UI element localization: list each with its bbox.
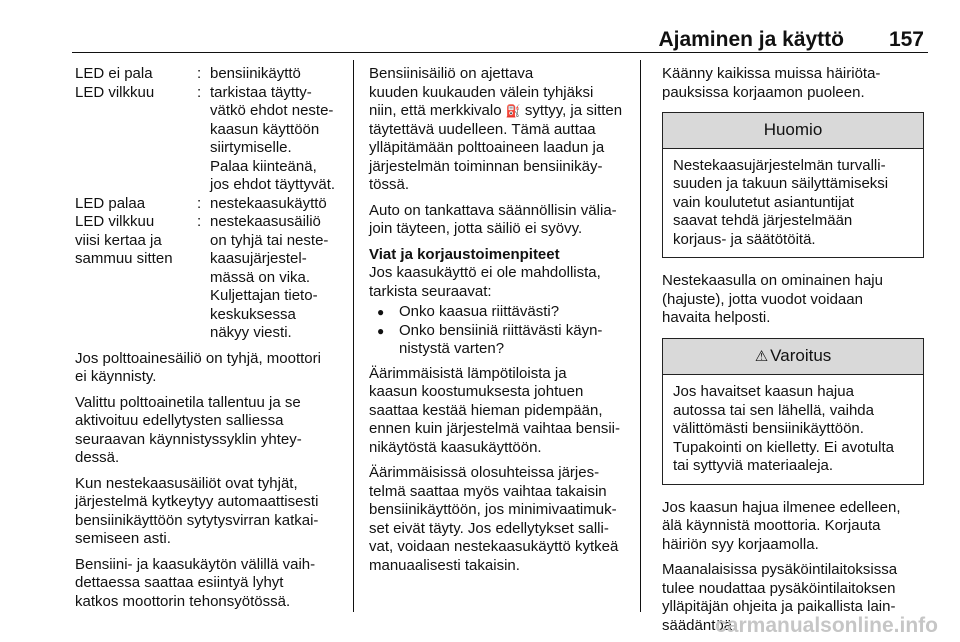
text-line: Nestekaasujärjestelmän turvalli- bbox=[673, 156, 886, 174]
text-line: järjestelmän toiminnan bensiinikäy- bbox=[369, 157, 603, 175]
text-line: manuaalisesti takaisin. bbox=[369, 556, 520, 574]
text-line: tulee noudattaa pysäköintilaitoksen bbox=[662, 579, 896, 597]
warning-body bbox=[663, 375, 923, 484]
text-line: Äärimmäisissä olosuhteissa järjes- bbox=[369, 464, 600, 481]
text-line: säädäntöä. bbox=[662, 616, 737, 634]
paragraph bbox=[662, 272, 924, 328]
text-line: Nestekaasulla on ominainen haju bbox=[662, 272, 883, 289]
paragraph: Jos polttoainesäiliö on tyhjä, moottori ei käynnisty. bbox=[75, 349, 321, 385]
text-line: kaasun koostumuksesta johtuen bbox=[369, 383, 584, 400]
legend-key: LED palaa bbox=[75, 194, 146, 212]
text-line: saattaa kestää hieman pidempään, bbox=[369, 401, 603, 419]
paragraph bbox=[662, 65, 924, 102]
legend-key: LED vilkkuu bbox=[75, 83, 155, 101]
text-line: suuden ja takuun säilyttämiseksi bbox=[673, 175, 889, 192]
note-box bbox=[662, 112, 924, 258]
text-line: välittömästi bensiinikäyttöön. bbox=[673, 420, 864, 437]
list-item: ● Onko kaasua riittävästi? bbox=[369, 303, 635, 322]
left-column bbox=[75, 65, 347, 618]
paragraph: Valittu polttoainetila tallentuu ja se aktivoituu edellytysten salliessa seuraavan käynnistyssyklin yhtey- dessä. bbox=[75, 393, 302, 466]
legend-colon: : bbox=[197, 83, 202, 101]
text-line: tarkista seuraavat: bbox=[369, 282, 492, 300]
text-line: join täyteen, jotta säiliö ei syövy. bbox=[369, 220, 583, 237]
text-line: nikäytöstä kaasukäyttöön. bbox=[369, 438, 542, 456]
text-line: ylläpitäjän ohjeita ja paikallista lain- bbox=[662, 598, 896, 615]
note-body bbox=[663, 149, 923, 258]
page-title: Ajaminen ja käyttö bbox=[658, 28, 844, 51]
page-header bbox=[72, 22, 928, 50]
paragraph bbox=[369, 202, 635, 239]
text-line: set eivät täyty. Jos edellytykset salli- bbox=[369, 519, 609, 537]
legend-colon: : bbox=[197, 194, 202, 212]
legend-row bbox=[75, 195, 347, 214]
legend-row bbox=[75, 65, 347, 84]
warning-box bbox=[662, 338, 924, 485]
led-legend bbox=[75, 65, 347, 343]
paragraph: Kun nestekaasusäiliöt ovat tyhjät, järjestelmä kytkeytyy automaattisesti bensiinikäyttöön sytytysvirran katkai- semiseen asti. bbox=[75, 474, 319, 547]
legend-value: nestekaasusäiliö on tyhjä tai neste- kaasujärjestel- mässä on vika. Kuljettajan tieto- keskuksessa näkyy viesti. bbox=[210, 213, 329, 341]
middle-column bbox=[369, 65, 635, 582]
warning-header bbox=[663, 339, 923, 376]
text-line: havaita helposti. bbox=[662, 309, 771, 326]
paragraph bbox=[369, 464, 635, 575]
text-line: kuuden kuukauden välein tyhjäksi bbox=[369, 83, 594, 101]
legend-value: nestekaasukäyttö bbox=[210, 194, 327, 212]
text-line: älä käynnistä moottoria. Korjauta bbox=[662, 517, 881, 534]
list-item: ● Onko bensiiniä riittävästi käyn- nistystä varten? bbox=[369, 322, 635, 359]
text-line: saavat tehdä järjestelmään bbox=[673, 212, 853, 229]
fuel-pump-icon: ⛽ bbox=[505, 104, 521, 118]
warning-title: Varoitus bbox=[770, 345, 832, 365]
paragraph bbox=[369, 264, 635, 301]
text-line: vain koulutetut asiantuntijat bbox=[673, 193, 854, 211]
text-line: bensiinikäyttöön, jos minimivaatimuk- bbox=[369, 501, 617, 518]
legend-colon: : bbox=[197, 65, 202, 82]
paragraph bbox=[662, 499, 924, 555]
legend-row bbox=[75, 84, 347, 195]
subheading: Viat ja korjaustoimenpiteet bbox=[369, 245, 560, 263]
paragraph: Bensiini- ja kaasukäytön välillä vaih- dettaessa saattaa esiintyä lyhyt katkos moottorin tehonsyötössä. bbox=[75, 555, 316, 610]
legend-value: bensiinikäyttö bbox=[210, 65, 301, 82]
text-line: tössä. bbox=[369, 176, 410, 193]
left-paragraphs bbox=[75, 350, 347, 612]
legend-key: LED ei pala bbox=[75, 65, 153, 82]
text-line: (hajuste), jotta vuodot voidaan bbox=[662, 290, 863, 308]
bullet-list bbox=[369, 303, 635, 359]
paragraph: Bensiinisäiliö on ajettava kuuden kuukauden välein tyhjäksi niin, että merkkivalo ⛽ syttyy, ja sitten täytettävä uudelleen. Tämä auttaa ylläpitämään polttoaineen laadun ja järjestelmän toiminnan bensiinikäy- tössä. bbox=[369, 65, 623, 193]
text-line: autossa tai sen lähellä, vaihda bbox=[673, 401, 874, 419]
text-line: Jos kaasun hajua ilmenee edelleen, bbox=[662, 498, 901, 516]
column-divider-2 bbox=[640, 60, 641, 612]
watermark: carmanualsonline.info bbox=[715, 614, 938, 637]
text-line: Bensiinisäiliö on ajettava bbox=[369, 65, 534, 82]
legend-colon: : bbox=[197, 213, 202, 230]
text-line: tai syttyviä materiaaleja. bbox=[673, 457, 834, 474]
page-number: 157 bbox=[888, 28, 924, 51]
text-line: Maanalaisissa pysäköintilaitoksissa bbox=[662, 561, 898, 578]
legend-row bbox=[75, 213, 347, 343]
text-line: Auto on tankattava säännöllisin välia- bbox=[369, 201, 617, 219]
text-line: Käänny kaikissa muissa häiriöta- bbox=[662, 65, 881, 82]
text-line: telmä saattaa myös vaihtaa takaisin bbox=[369, 482, 607, 500]
text-line: ylläpitämään polttoaineen laadun ja bbox=[369, 139, 605, 156]
paragraph bbox=[369, 365, 635, 458]
header-rule bbox=[72, 52, 928, 53]
note-title: Huomio bbox=[663, 113, 923, 149]
text-line: Jos havaitset kaasun hajua bbox=[673, 383, 854, 400]
legend-key: LED vilkkuu viisi kertaa ja sammuu sitten bbox=[75, 213, 173, 267]
text-line: Tupakointi on kielletty. Ei avotulta bbox=[673, 438, 894, 456]
text-line: ennen kuin järjestelmä vaihtaa bensii- bbox=[369, 420, 620, 437]
text-line: pauksissa korjaamon puoleen. bbox=[662, 83, 865, 101]
text-line: täytettävä uudelleen. Tämä auttaa bbox=[369, 120, 596, 138]
text-line: Jos kaasukäyttö ei ole mahdollista, bbox=[369, 264, 601, 281]
column-divider-1 bbox=[353, 60, 354, 612]
text-line: vat, voidaan nestekaasukäyttö kytkeä bbox=[369, 538, 619, 555]
warning-triangle-icon: ⚠ bbox=[754, 347, 769, 365]
right-column bbox=[662, 65, 924, 642]
text-line: häiriön syy korjaamolla. bbox=[662, 535, 819, 553]
text-line: Äärimmäisistä lämpötiloista ja bbox=[369, 364, 567, 382]
text-line: korjaus- ja säätötöitä. bbox=[673, 230, 816, 248]
legend-value: tarkistaa täytty- vätkö ehdot neste- kaasun käyttöön siirtymiselle. Palaa kiinteänä, jos ehdot täyttyvät. bbox=[210, 83, 336, 193]
